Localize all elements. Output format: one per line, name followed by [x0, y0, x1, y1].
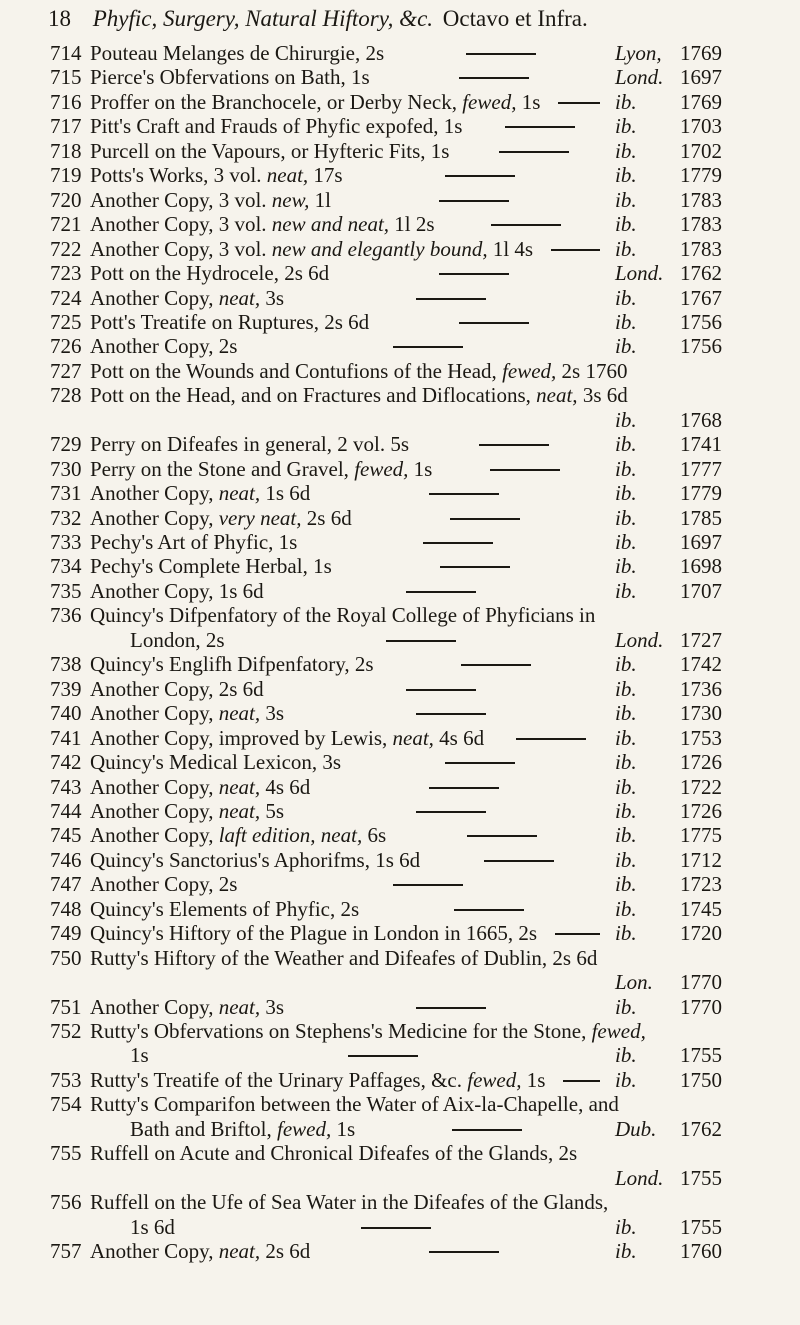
imprint-year: 1730: [680, 701, 722, 726]
leader-rule: [406, 591, 476, 593]
imprint-year: 1768: [680, 407, 722, 432]
entry-text: Quincy's Sanctorius's Aphorifms, 1s 6d: [90, 847, 421, 872]
entry-text: 1s 6d: [260, 481, 311, 506]
leader-rule: [461, 664, 531, 666]
entry-title: [90, 1236, 310, 1266]
entry-text: 2s 6d: [301, 505, 352, 530]
imprint-year: 1783: [680, 187, 722, 212]
entry-text: Rutty's Obfervations on Stephens's Medicine for the Stone,: [90, 1019, 592, 1043]
leader-rule: [429, 1251, 499, 1253]
lot-number: 756: [50, 1190, 82, 1215]
entry-text: Another Copy, improved by Lewis,: [90, 725, 393, 750]
condition-note: neat,: [266, 163, 309, 188]
leader-rule: [505, 126, 575, 128]
lot-number: 723: [50, 261, 82, 286]
entry-text: Another Copy, 1s 6d: [90, 578, 264, 603]
lot-number: 745: [50, 823, 82, 848]
imprint-year: 1755: [680, 1043, 722, 1068]
entry-text: Pouteau Melanges de Chirurgie, 2s: [90, 41, 385, 65]
lot-number: 748: [50, 896, 82, 921]
imprint-year: 1762: [680, 1116, 722, 1141]
imprint-year: 1722: [680, 774, 722, 799]
imprint-place: ib.: [615, 187, 637, 212]
leader-rule: [491, 224, 561, 226]
leader-rule: [416, 1007, 486, 1009]
condition-note: neat,: [218, 1239, 261, 1264]
leader-rule: [445, 762, 515, 764]
condition-note: new,: [271, 187, 310, 212]
imprint-year: 1736: [680, 676, 722, 701]
entry-text: Another Copy, 3 vol.: [90, 187, 272, 212]
imprint-place: ib.: [615, 652, 637, 677]
condition-note: neat,: [392, 725, 434, 750]
leader-rule: [558, 102, 600, 104]
lot-number: 753: [50, 1067, 82, 1092]
condition-note: new and neat,: [271, 212, 390, 237]
entry-text: Another Copy, 2s: [90, 872, 238, 897]
lot-number: 731: [50, 481, 82, 506]
lot-number: 718: [50, 138, 82, 163]
entry-text: Pierce's Obfervations on Bath, 1s: [90, 65, 370, 90]
entry-text: 1l 4s: [487, 236, 534, 261]
imprint-year: 1783: [680, 212, 722, 237]
lot-number: 717: [50, 114, 82, 139]
lot-number: 741: [50, 725, 82, 750]
imprint-place: ib.: [615, 994, 637, 1019]
imprint-place: ib.: [615, 530, 637, 554]
leader-rule: [563, 1080, 600, 1082]
imprint-year: 1727: [680, 627, 722, 652]
imprint-year: 1712: [680, 847, 722, 872]
imprint-year: 1756: [680, 309, 722, 334]
lot-number: 722: [50, 236, 82, 261]
lot-number: 751: [50, 994, 82, 1019]
entry-text: Pott's Treatife on Ruptures, 2s 6d: [90, 309, 370, 334]
lot-number: 743: [50, 774, 82, 799]
entry-text: 1s 6d: [130, 1214, 175, 1239]
imprint-place: ib.: [615, 798, 637, 823]
condition-note: fewed,: [354, 456, 409, 481]
entry-text: Another Copy,: [90, 774, 219, 799]
entry-text: 1s: [331, 1116, 356, 1141]
condition-note: laft edition, neat,: [218, 823, 363, 848]
entry-text: Pechy's Complete Herbal, 1s: [90, 554, 332, 579]
entry-text: Potts's Works, 3 vol.: [90, 163, 267, 188]
leader-rule: [516, 738, 586, 740]
imprint-place: ib.: [615, 1214, 637, 1239]
lot-number: 744: [50, 798, 82, 823]
imprint-year: 1760: [680, 1239, 722, 1264]
lot-number: 750: [50, 945, 82, 970]
imprint-place: ib.: [615, 896, 637, 921]
leader-rule: [499, 151, 569, 153]
imprint-place: ib.: [615, 725, 637, 750]
leader-rule: [393, 884, 463, 886]
entry-text: 3s 6d: [577, 383, 628, 408]
imprint-year: 1756: [680, 334, 722, 359]
imprint-year: 1762: [680, 261, 722, 286]
page-subject: Phyfic, Surgery, Natural Hiftory, &c.: [92, 6, 434, 31]
entry-text: Perry on the Stone and Gravel,: [90, 456, 355, 481]
leader-rule: [386, 640, 456, 642]
entry-text: 2s 1760: [556, 358, 628, 383]
lot-number: 747: [50, 872, 82, 897]
entry-text: Pitt's Craft and Frauds of Phyfic expofed, 1s: [90, 114, 463, 139]
entry-text: 17s: [308, 163, 343, 188]
entry-text: Another Copy,: [90, 1239, 219, 1264]
lot-number: 742: [50, 750, 82, 775]
imprint-year: 1779: [680, 163, 722, 188]
condition-note: neat,: [536, 383, 578, 408]
entry-text: 3s: [260, 994, 285, 1019]
imprint-year: 1698: [680, 554, 722, 579]
condition-note: neat,: [218, 285, 261, 310]
lot-number: 746: [50, 847, 82, 872]
imprint-place: Lond.: [615, 65, 664, 90]
leader-rule: [555, 933, 600, 935]
imprint-year: 1785: [680, 505, 722, 530]
entry-text: 4s 6d: [433, 725, 485, 750]
entry-text: 1l 2s: [389, 212, 435, 237]
imprint-year: 1769: [680, 41, 722, 65]
imprint-year: 1755: [680, 1214, 722, 1239]
lot-number: 729: [50, 432, 82, 457]
imprint-year: 1703: [680, 114, 722, 139]
entry-text: Proffer on the Branchocele, or Derby Neck,: [90, 89, 463, 114]
imprint-year: 1777: [680, 456, 722, 481]
imprint-place: ib.: [615, 921, 637, 946]
imprint-place: ib.: [615, 236, 637, 261]
imprint-place: ib.: [615, 163, 637, 188]
entry-text: London, 2s: [130, 627, 225, 652]
section-title: Octavo et Infra.: [442, 6, 588, 31]
lot-number: 719: [50, 163, 82, 188]
condition-note: neat,: [218, 774, 261, 799]
entry-text: Another Copy,: [90, 701, 219, 726]
lot-number: 715: [50, 65, 82, 90]
leader-rule: [416, 811, 486, 813]
entry-text: Another Copy, 3 vol.: [90, 212, 272, 237]
imprint-place: ib.: [615, 1043, 637, 1068]
entry-text: Pechy's Art of Phyfic, 1s: [90, 530, 298, 554]
imprint-place: ib.: [615, 774, 637, 799]
lot-number: 720: [50, 187, 82, 212]
entry-text: Another Copy,: [90, 505, 219, 530]
imprint-place: ib.: [615, 114, 637, 139]
leader-rule: [467, 835, 537, 837]
entry-text: 1l: [309, 187, 331, 212]
condition-note: neat,: [218, 701, 261, 726]
leader-rule: [484, 860, 554, 862]
entry-text: 1s: [130, 1043, 149, 1068]
leader-rule: [459, 322, 529, 324]
imprint-year: 1770: [680, 970, 722, 995]
entry-text: 3s: [260, 285, 285, 310]
imprint-place: ib.: [615, 847, 637, 872]
catalogue-entry: [0, 1236, 800, 1266]
entry-text: Pott on the Hydrocele, 2s 6d: [90, 261, 330, 286]
leader-rule: [416, 713, 486, 715]
entry-text: 2s 6d: [260, 1239, 311, 1264]
imprint-place: ib.: [615, 432, 637, 457]
imprint-year: 1726: [680, 798, 722, 823]
lot-number: 740: [50, 701, 82, 726]
entry-text: 1s: [521, 1067, 546, 1092]
lot-number: 739: [50, 676, 82, 701]
imprint-place: Dub.: [615, 1116, 657, 1141]
leader-rule: [454, 909, 524, 911]
condition-note: fewed,: [467, 1067, 522, 1092]
leader-rule: [452, 1129, 522, 1131]
imprint-place: ib.: [615, 676, 637, 701]
imprint-place: ib.: [615, 138, 637, 163]
condition-note: neat,: [218, 798, 261, 823]
entry-text: Another Copy,: [90, 285, 219, 310]
imprint-year: 1742: [680, 652, 722, 677]
lot-number: 733: [50, 530, 82, 554]
condition-note: fewed,: [462, 89, 517, 114]
imprint-place: ib.: [615, 578, 637, 603]
lot-number: 755: [50, 1141, 82, 1166]
imprint-place: ib.: [615, 481, 637, 506]
entry-text: 3s: [260, 701, 285, 726]
imprint-place: ib.: [615, 554, 637, 579]
page-number: 18: [48, 6, 71, 31]
lot-number: 752: [50, 1019, 82, 1043]
imprint-place: Lond.: [615, 627, 664, 652]
imprint-place: ib.: [615, 89, 637, 114]
entry-text: 6s: [362, 823, 387, 848]
imprint-year: 1750: [680, 1067, 722, 1092]
condition-note: fewed,: [502, 358, 557, 383]
imprint-place: ib.: [615, 285, 637, 310]
entry-text: Bath and Briftol,: [130, 1116, 277, 1141]
imprint-year: 1745: [680, 896, 722, 921]
leader-rule: [490, 469, 560, 471]
leader-rule: [459, 77, 529, 79]
imprint-year: 1770: [680, 994, 722, 1019]
imprint-place: Lond.: [615, 261, 664, 286]
entry-text: Pott on the Wounds and Contufions of the Head,: [90, 358, 503, 383]
entry-text: Quincy's Medical Lexicon, 3s: [90, 750, 342, 775]
imprint-place: Lyon,: [615, 41, 662, 65]
leader-rule: [429, 493, 499, 495]
lot-number: 734: [50, 554, 82, 579]
imprint-place: ib.: [615, 334, 637, 359]
imprint-year: 1697: [680, 530, 722, 554]
entry-text: 5s: [260, 798, 285, 823]
entry-text: Quincy's Hiftory of the Plague in London in 1665, 2s: [90, 921, 538, 946]
imprint-year: 1753: [680, 725, 722, 750]
condition-note: very neat,: [218, 505, 302, 530]
entry-text: Ruffell on Acute and Chronical Difeafes of the Glands, 2s: [90, 1141, 578, 1166]
lot-number: 721: [50, 212, 82, 237]
entry-text: Another Copy,: [90, 823, 219, 848]
entry-text: 1s: [516, 89, 541, 114]
lot-number: 757: [50, 1239, 82, 1264]
imprint-place: ib.: [615, 505, 637, 530]
imprint-place: ib.: [615, 1239, 637, 1264]
imprint-year: 1775: [680, 823, 722, 848]
imprint-year: 1767: [680, 285, 722, 310]
entry-text: Another Copy,: [90, 994, 219, 1019]
leader-rule: [423, 542, 493, 544]
leader-rule: [361, 1227, 431, 1229]
leader-rule: [440, 566, 510, 568]
lot-number: 728: [50, 383, 82, 408]
entry-text: Ruffell on the Ufe of Sea Water in the Difeafes of the Glands,: [90, 1190, 609, 1215]
entry-text: Pott on the Head, and on Fractures and Diflocations,: [90, 383, 537, 408]
imprint-place: ib.: [615, 823, 637, 848]
lot-number: 727: [50, 358, 82, 383]
lot-number: 749: [50, 921, 82, 946]
leader-rule: [416, 298, 486, 300]
lot-number: 724: [50, 285, 82, 310]
imprint-year: 1783: [680, 236, 722, 261]
leader-rule: [393, 346, 463, 348]
entry-text: Purcell on the Vapours, or Hyfteric Fits, 1s: [90, 138, 450, 163]
entry-text: Another Copy, 3 vol.: [90, 236, 272, 261]
leader-rule: [348, 1055, 418, 1057]
condition-note: neat,: [218, 481, 261, 506]
imprint-place: ib.: [615, 309, 637, 334]
imprint-year: 1702: [680, 138, 722, 163]
imprint-year: 1726: [680, 750, 722, 775]
entry-text: Rutty's Hiftory of the Weather and Difeafes of Dublin, 2s 6d: [90, 945, 598, 970]
imprint-place: ib.: [615, 1067, 637, 1092]
imprint-place: ib.: [615, 456, 637, 481]
lot-number: 714: [50, 41, 82, 65]
condition-note: new and elegantly bound,: [271, 236, 488, 261]
leader-rule: [450, 518, 520, 520]
lot-number: 725: [50, 309, 82, 334]
entry-text: Another Copy,: [90, 481, 219, 506]
leader-rule: [479, 444, 549, 446]
lot-number: 738: [50, 652, 82, 677]
lot-number: 716: [50, 89, 82, 114]
entry-text: Another Copy,: [90, 798, 219, 823]
imprint-place: ib.: [615, 872, 637, 897]
leader-rule: [429, 787, 499, 789]
entry-text: Another Copy, 2s: [90, 334, 238, 359]
imprint-place: Lond.: [615, 1165, 664, 1190]
entry-text: 4s 6d: [260, 774, 311, 799]
leader-rule: [466, 53, 536, 55]
imprint-place: ib.: [615, 750, 637, 775]
imprint-year: 1697: [680, 65, 722, 90]
leader-rule: [551, 249, 600, 251]
leader-rule: [445, 175, 515, 177]
entry-text: Quincy's Difpenfatory of the Royal College of Phyficians in: [90, 603, 596, 628]
condition-note: neat,: [218, 994, 261, 1019]
entry-text: Quincy's Elements of Phyfic, 2s: [90, 896, 360, 921]
entry-text: Rutty's Comparifon between the Water of Aix-la-Chapelle, and: [90, 1092, 619, 1117]
imprint-year: 1723: [680, 872, 722, 897]
imprint-place: ib.: [615, 701, 637, 726]
leader-rule: [406, 689, 476, 691]
entry-text: 1s: [408, 456, 433, 481]
leader-rule: [439, 273, 509, 275]
lot-number: 754: [50, 1092, 82, 1117]
imprint-place: ib.: [615, 212, 637, 237]
lot-number: 736: [50, 603, 82, 628]
lot-number: 732: [50, 505, 82, 530]
imprint-year: 1707: [680, 578, 722, 603]
condition-note: fewed,: [591, 1019, 646, 1043]
lot-number: 726: [50, 334, 82, 359]
entry-text: Rutty's Treatife of the Urinary Paffages, &c.: [90, 1067, 468, 1092]
imprint-year: 1769: [680, 89, 722, 114]
imprint-year: 1720: [680, 921, 722, 946]
entry-text: Perry on Difeafes in general, 2 vol. 5s: [90, 432, 409, 457]
imprint-place: ib.: [615, 407, 637, 432]
entry-text: Another Copy, 2s 6d: [90, 676, 264, 701]
lot-number: 735: [50, 578, 82, 603]
condition-note: fewed,: [276, 1116, 332, 1141]
imprint-year: 1741: [680, 432, 722, 457]
entry-text: Quincy's Englifh Difpenfatory, 2s: [90, 652, 374, 677]
imprint-place: Lon.: [615, 970, 653, 995]
imprint-year: 1779: [680, 481, 722, 506]
leader-rule: [439, 200, 509, 202]
lot-number: 730: [50, 456, 82, 481]
imprint-year: 1755: [680, 1165, 722, 1190]
